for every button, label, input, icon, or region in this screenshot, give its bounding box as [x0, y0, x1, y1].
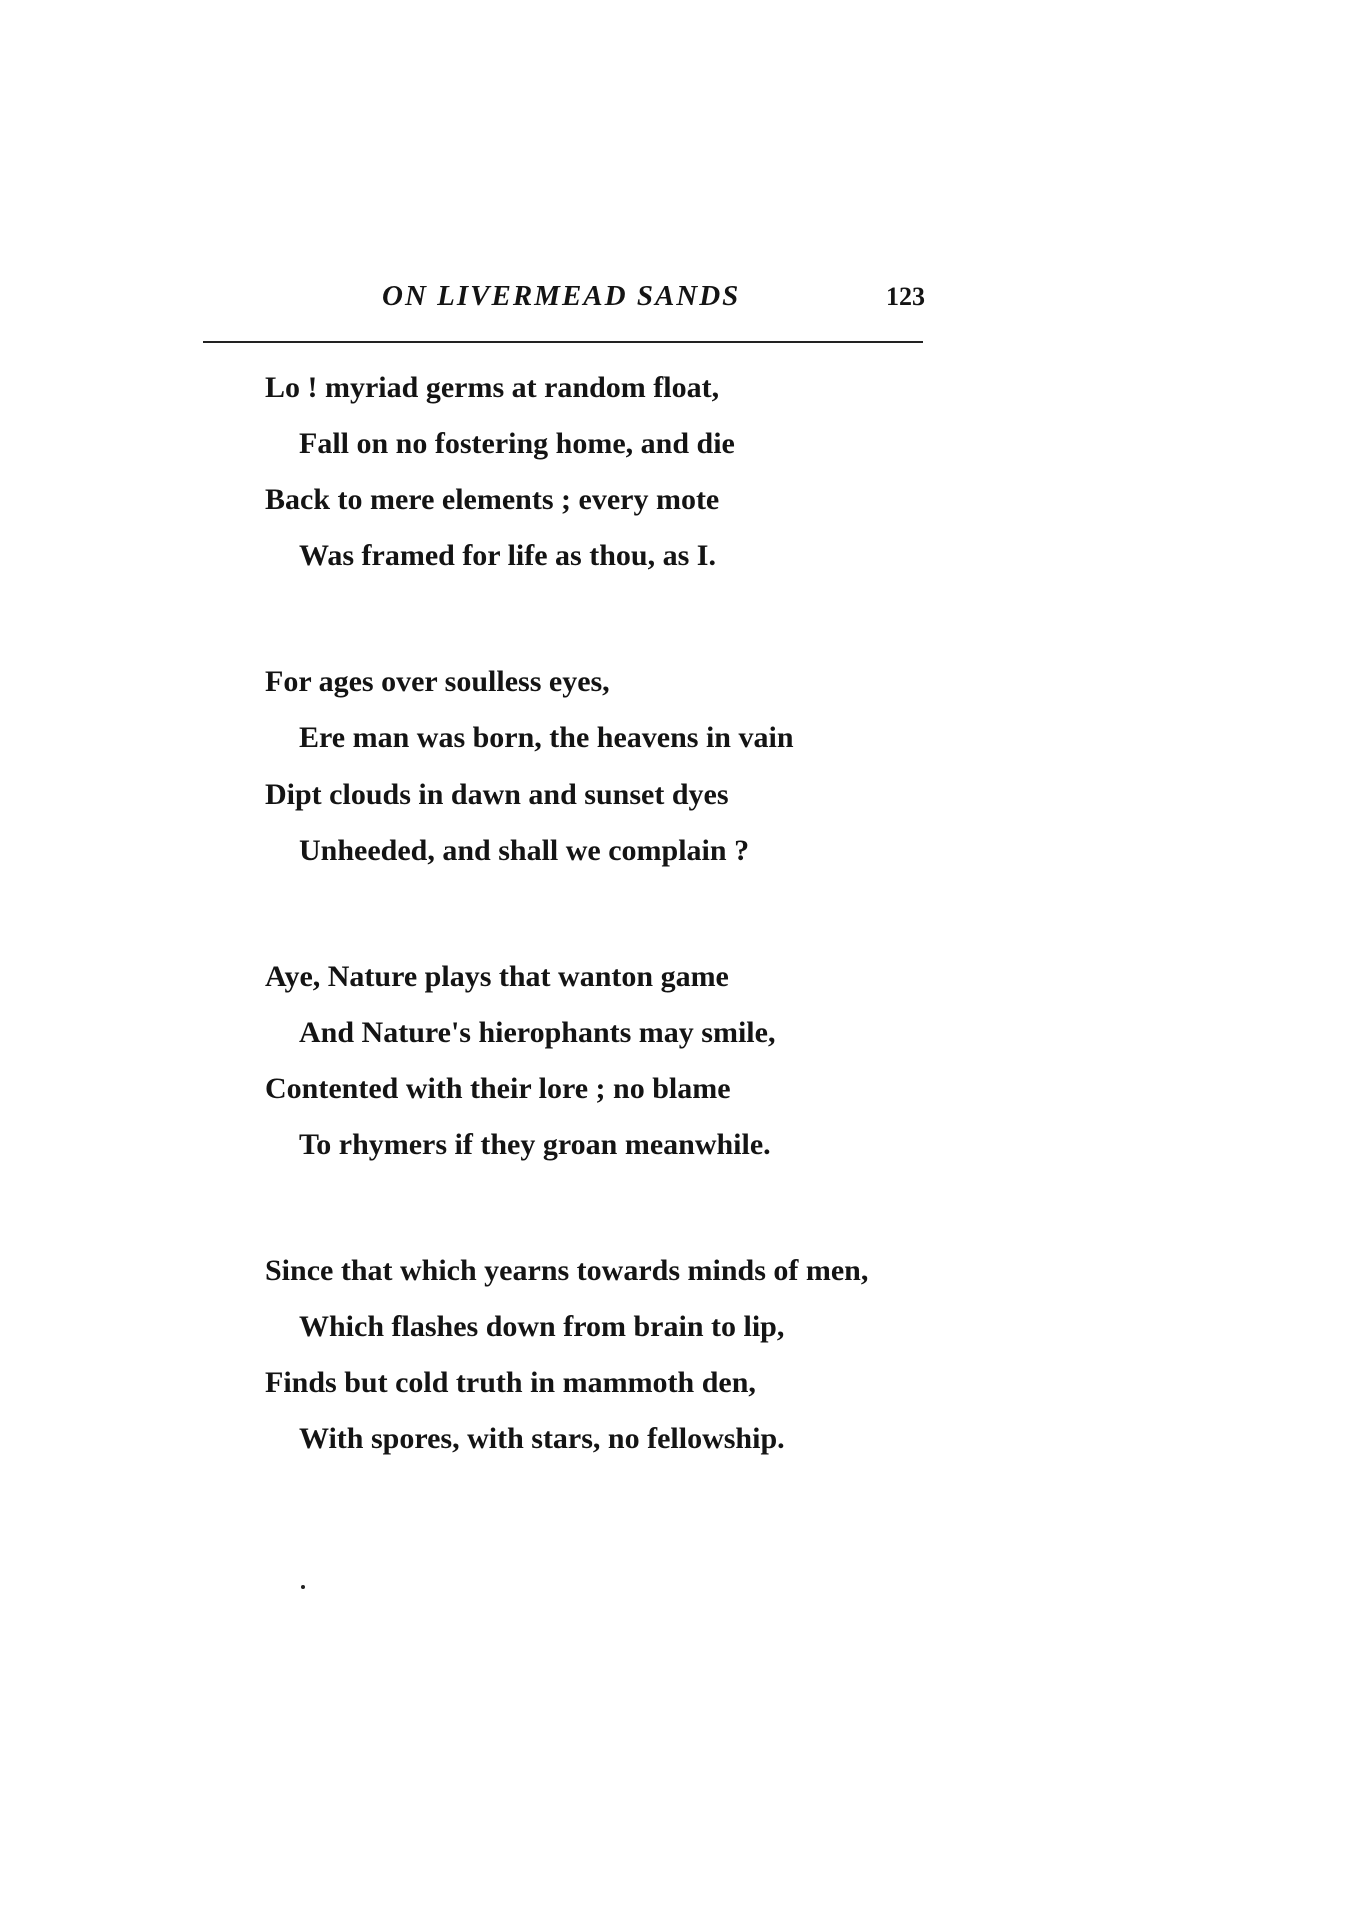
poem-line: For ages over soulless eyes,: [265, 665, 610, 698]
poem-line: Lo ! myriad germs at random float,: [265, 371, 720, 404]
poem-line: Ere man was born, the heavens in vain: [299, 721, 794, 754]
ink-speck: [301, 1585, 305, 1589]
poem-line: Fall on no fostering home, and die: [299, 427, 735, 460]
poem-line: And Nature's hierophants may smile,: [299, 1016, 776, 1049]
poem-line: Dipt clouds in dawn and sunset dyes: [265, 778, 729, 811]
poem-line: Unheeded, and shall we complain ?: [299, 834, 750, 867]
poem-line: To rhymers if they groan meanwhile.: [299, 1128, 771, 1161]
poem-line: Which flashes down from brain to lip,: [299, 1310, 785, 1343]
poem-line: Finds but cold truth in mammoth den,: [265, 1366, 756, 1399]
poem-line: Aye, Nature plays that wanton game: [265, 960, 729, 993]
poem-line: Back to mere elements ; every mote: [265, 483, 720, 516]
page-number: 123: [886, 282, 925, 311]
running-title: ON LIVERMEAD SANDS: [382, 280, 741, 312]
poem-line: Since that which yearns towards minds of men,: [265, 1254, 869, 1287]
poem-line: With spores, with stars, no fellowship.: [299, 1422, 785, 1455]
poem-line: Contented with their lore ; no blame: [265, 1072, 731, 1105]
header-rule: [203, 341, 923, 343]
poem-line: Was framed for life as thou, as I.: [299, 539, 716, 572]
